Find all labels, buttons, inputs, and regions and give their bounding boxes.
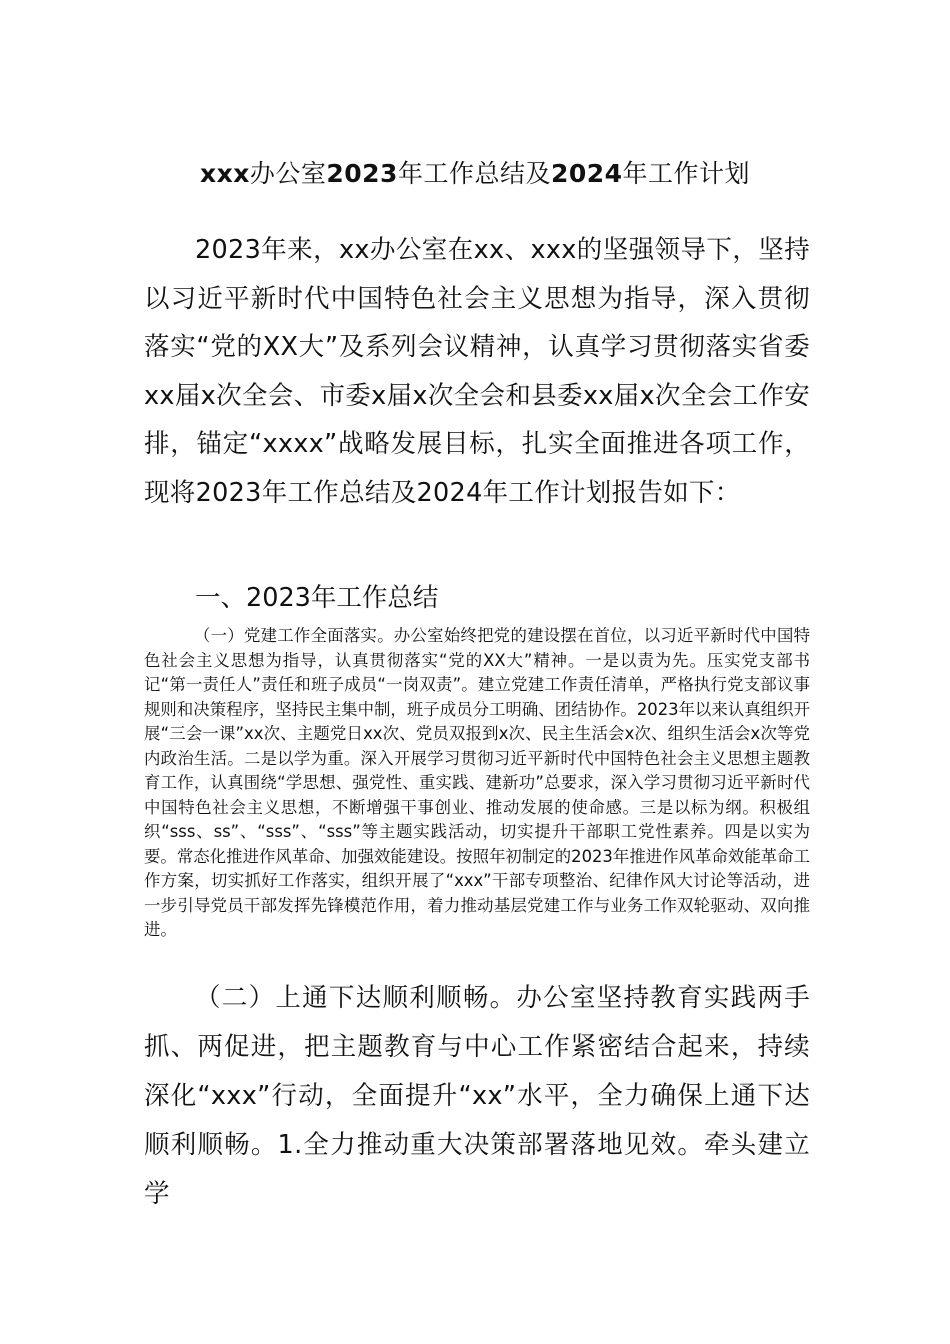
title-prefix: xxx bbox=[199, 159, 250, 188]
communication-paragraph: （二）上通下达顺利顺畅。办公室坚持教育实践两手抓、两促进，把主题教育与中心工作紧密结合起来，持续深化“xxx”行动，全面提升“xx”水平，全力确保上通下达顺利顺畅。1.全力推动重大决策部署落地见效。牵头建立学 bbox=[144, 983, 810, 1209]
title-part3: 年工作计划 bbox=[622, 159, 751, 188]
title-part1: 办公室 bbox=[249, 159, 327, 188]
party-building-paragraph: （一）党建工作全面落实。办公室始终把党的建设摆在首位，以习近平新时代中国特色社会主义思想为指导，认真贯彻落实“党的XX大”精神。一是以责为先。压实党支部书记“第一责任人”责任和班子成员“一岗双责”。建立党建工作责任清单，严格执行党支部议事规则和决策程序，坚持民主集中制，班子成员分工明确、团结协作。2023年以来认真组织开展“三会一课”xx次、主题党日xx次、党员双报到x次、民主生活会x次、组织生活会x次等党内政治生活。二是以学为重。深入开展学习贯彻习近平新时代中国特色社会主义思想主题教育工作，认真围绕“学思想、强党性、重实践、建新功”总要求，深入学习贯彻习近平新时代中国特色社会主义思想，不断增强干事创业、推动发展的使命感。三是以标为纲。积极组织“sss、ss”、“sss”、“sss”等主题实践活动，切实提升干部职工党性素养。四是以实为要。常态化推进作风革命、加强效能建设。按照年初制定的2023年推进作风革命效能革命工作方案，切实抓好工作落实，组织开展了“xxx”干部专项整治、纪律作风大讨论等活动，进一步引导党员干部发挥先锋模范作用，着力推动基层党建工作与业务工作双轮驱动、双向推进。 bbox=[144, 626, 810, 939]
document-title bbox=[0, 156, 950, 192]
title-year1: 2023 bbox=[326, 159, 398, 188]
section-heading: 一、2023年工作总结 bbox=[195, 583, 439, 613]
title-year2: 2024 bbox=[550, 159, 623, 188]
intro-paragraph: 2023年来，xx办公室在xx、xxx的坚强领导下，坚持以习近平新时代中国特色社会主义思想为指导，深入贯彻落实“党的XX大”及系列会议精神，认真学习贯彻落实省委xx届x次全会、市委x届x次全会和县委xx届x次全会工作安排，锚定“xxxx”战略发展目标，扎实全面推进各项工作，现将2023年工作总结及2024年工作计划报告如下： bbox=[144, 235, 810, 508]
title-part2: 年工作总结及 bbox=[397, 159, 551, 188]
